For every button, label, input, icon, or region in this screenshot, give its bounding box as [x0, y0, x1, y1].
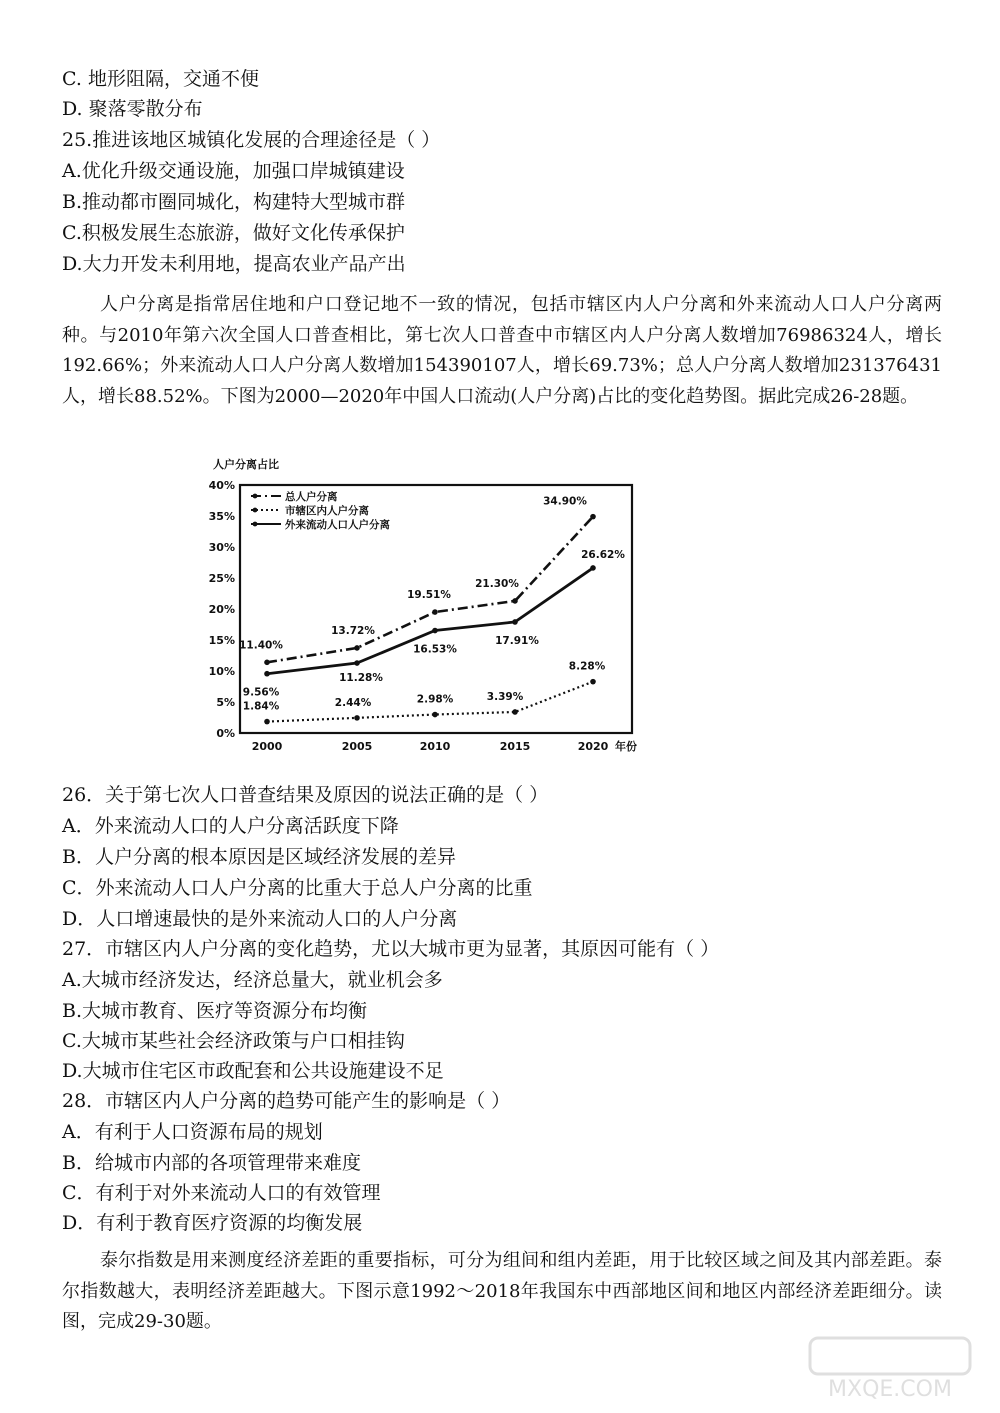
- chart-svg: [205, 456, 665, 756]
- data-label: 26.62%: [581, 548, 625, 561]
- q28-option-d: D．有利于教育医疗资源的均衡发展: [62, 1212, 363, 1234]
- data-point: [512, 619, 518, 625]
- q27-option-a: A.大城市经济发达，经济总量大，就业机会多: [62, 969, 443, 991]
- legend-label: 市辖区内人户分离: [285, 505, 369, 517]
- data-point: [354, 715, 360, 721]
- q26-option-b: B．人户分离的根本原因是区域经济发展的差异: [62, 846, 456, 868]
- y-tick-label: 20%: [208, 603, 235, 616]
- q24-option-c: C. 地形阻隔，交通不便: [62, 68, 259, 90]
- data-label: 8.28%: [568, 660, 606, 673]
- watermark-logo: [800, 1333, 980, 1403]
- data-label: 1.84%: [242, 700, 280, 713]
- data-label: 19.51%: [407, 589, 451, 602]
- data-label: 3.39%: [486, 690, 524, 703]
- data-point: [512, 709, 518, 715]
- x-tick-label: 2005: [341, 740, 373, 753]
- legend-marker: [253, 508, 258, 513]
- q26-stem: 26．关于第七次人口普查结果及原因的说法正确的是（ ）: [62, 784, 549, 806]
- data-label: 13.72%: [331, 624, 375, 637]
- legend-marker: [253, 494, 258, 499]
- y-tick-label: 5%: [216, 696, 235, 709]
- legend-label: 外来流动人口人户分离: [285, 519, 390, 531]
- q28-option-b: B．给城市内部的各项管理带来难度: [62, 1152, 361, 1174]
- q25-option-a: A.优化升级交通设施，加强口岸城镇建设: [62, 160, 405, 182]
- series-line-2: [267, 568, 593, 674]
- data-point: [432, 628, 438, 634]
- q27-option-d: D.大城市住宅区市政配套和公共设施建设不足: [62, 1060, 444, 1082]
- y-tick-label: 35%: [208, 510, 235, 523]
- data-point: [264, 671, 270, 677]
- q27-stem: 27．市辖区内人户分离的变化趋势，尤以大城市更为显著，其原因可能有（ ）: [62, 938, 720, 960]
- data-point: [264, 660, 270, 666]
- data-label: 16.53%: [413, 643, 457, 656]
- data-label: 34.90%: [543, 495, 587, 508]
- x-tick-label: 2000: [251, 740, 283, 753]
- data-label: 2.44%: [334, 696, 372, 709]
- data-label: 9.56%: [242, 686, 280, 699]
- data-point: [432, 609, 438, 615]
- legend-label: 总人户分离: [285, 491, 338, 503]
- data-label: 21.30%: [475, 577, 519, 590]
- q26-option-d: D．人口增速最快的是外来流动人口的人户分离: [62, 908, 458, 930]
- q26-option-a: A．外来流动人口的人户分离活跃度下降: [62, 815, 399, 837]
- q28-stem: 28．市辖区内人户分离的趋势可能产生的影响是（ ）: [62, 1090, 511, 1112]
- q25-option-d: D.大力开发未利用地，提高农业产品产出: [62, 253, 406, 275]
- passage-theil-index: 泰尔指数是用来测度经济差距的重要指标，可分为组间和组内差距，用于比较区域之间及其内部差距。泰尔指数越大，表明经济差距越大。下图示意1992～2018年我国东中西部地区间和地区内部经济差距细分。读图，完成29-30题。: [62, 1250, 942, 1332]
- q25-option-c: C.积极发展生态旅游，做好文化传承保护: [62, 222, 405, 244]
- watermark: [800, 1333, 980, 1403]
- data-point: [590, 679, 596, 685]
- x-axis-label: 年份: [615, 740, 637, 753]
- data-point: [354, 645, 360, 651]
- data-label: 2.98%: [416, 693, 454, 706]
- y-tick-label: 15%: [208, 634, 235, 647]
- data-point: [264, 719, 270, 725]
- q28-option-a: A．有利于人口资源布局的规划: [62, 1121, 323, 1143]
- q26-option-c: C．外来流动人口人户分离的比重大于总人户分离的比重: [62, 877, 533, 899]
- passage-household-separation: 人户分离是指常居住地和户口登记地不一致的情况，包括市辖区内人户分离和外来流动人口人户分离两种。与2010年第六次全国人口普查相比，第七次人口普查中市辖区内人户分离人数增加76986324人，增长192.66%；外来流动人口人户分离人数增加154390107人，增长69.73%；总人户分离人数增加231376431人，增长88.52%。下图为2000—2020年中国人口流动(人户分离)占比的变化趋势图。据此完成26-28题。: [62, 294, 942, 407]
- data-point: [432, 712, 438, 718]
- q24-option-d: D. 聚落零散分布: [62, 98, 203, 120]
- data-label: 11.40%: [239, 639, 283, 652]
- y-axis-label: 人户分离占比: [213, 458, 279, 471]
- data-label: 17.91%: [495, 634, 539, 647]
- q27-option-c: C.大城市某些社会经济政策与户口相挂钩: [62, 1030, 405, 1052]
- population-flow-chart: [205, 456, 665, 756]
- q27-option-b: B.大城市教育、医疗等资源分布均衡: [62, 1000, 368, 1022]
- x-tick-label: 2020: [577, 740, 609, 753]
- y-tick-label: 25%: [208, 572, 235, 585]
- y-tick-label: 0%: [216, 727, 235, 740]
- q25-option-b: B.推动都市圈同城化，构建特大型城市群: [62, 191, 406, 213]
- x-tick-label: 2010: [419, 740, 451, 753]
- x-tick-label: 2015: [499, 740, 531, 753]
- y-tick-label: 30%: [208, 541, 235, 554]
- legend-marker: [253, 522, 258, 527]
- data-label: 11.28%: [339, 672, 383, 685]
- data-point: [512, 598, 518, 604]
- data-point: [590, 565, 596, 571]
- q28-option-c: C．有利于对外来流动人口的有效管理: [62, 1182, 381, 1204]
- watermark-text: MXQE.COM: [828, 1377, 952, 1402]
- data-point: [590, 514, 596, 520]
- y-tick-label: 40%: [208, 479, 235, 492]
- data-point: [354, 660, 360, 666]
- q25-stem: 25.推进该地区城镇化发展的合理途径是（ ）: [62, 129, 441, 151]
- y-tick-label: 10%: [208, 665, 235, 678]
